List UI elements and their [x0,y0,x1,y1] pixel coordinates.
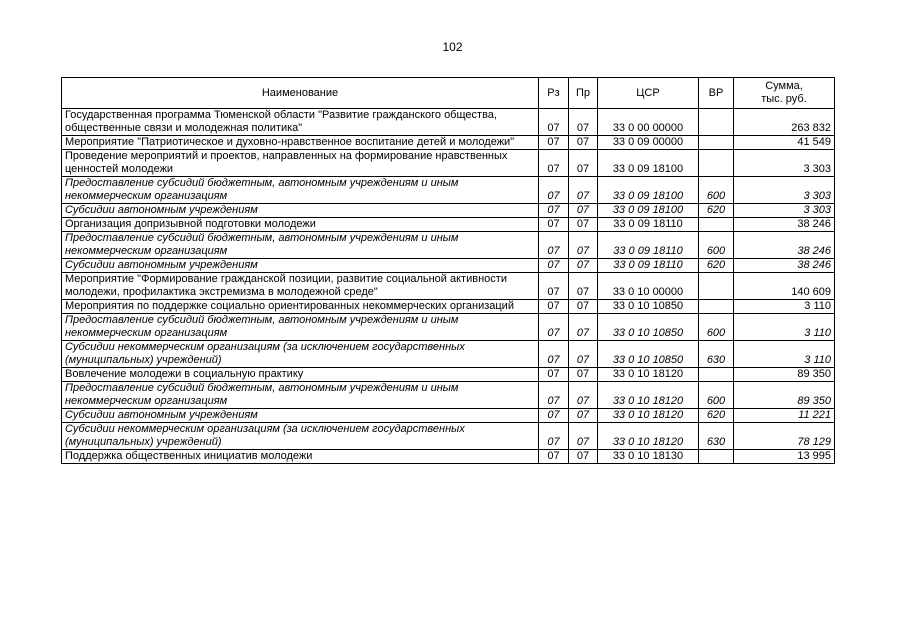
row-rz-cell: 07 [539,409,569,423]
row-csr-cell: 33 0 10 18120 [598,423,699,450]
row-csr-cell: 33 0 09 18100 [598,150,699,177]
row-vr-cell [699,450,734,464]
row-vr-cell: 630 [699,341,734,368]
row-pr-cell: 07 [569,273,598,300]
page-number: 102 [442,40,463,54]
row-name-cell: Субсидии автономным учреждениям [62,259,539,273]
row-name-cell: Субсидии автономным учреждениям [62,409,539,423]
row-csr-cell: 33 0 09 18110 [598,218,699,232]
row-rz-cell: 07 [539,273,569,300]
row-vr-cell [699,300,734,314]
row-pr-cell: 07 [569,409,598,423]
row-name-cell: Предоставление субсидий бюджетным, автономным учреждениям и иным некоммерческим организациям [62,382,539,409]
table-row [62,136,835,150]
row-sum-cell: 38 246 [734,232,835,259]
row-csr-cell: 33 0 10 18120 [598,409,699,423]
header-pr: Пр [569,78,598,109]
row-name-cell: Субсидии автономным учреждениям [62,204,539,218]
row-sum-cell: 13 995 [734,450,835,464]
row-sum-cell: 41 549 [734,136,835,150]
header-sum-line1: Сумма, [765,80,803,92]
table-row [62,368,835,382]
row-vr-cell [699,136,734,150]
row-sum-cell: 38 246 [734,218,835,232]
row-rz-cell: 07 [539,300,569,314]
table-row [62,109,835,136]
row-csr-cell: 33 0 10 18120 [598,382,699,409]
row-vr-cell [699,218,734,232]
header-name: Наименование [62,78,539,109]
row-sum-cell: 38 246 [734,259,835,273]
row-name-cell: Организация допризывной подготовки молодежи [62,218,539,232]
row-pr-cell: 07 [569,136,598,150]
table-row [62,204,835,218]
row-csr-cell: 33 0 10 18130 [598,450,699,464]
row-sum-cell: 89 350 [734,368,835,382]
row-csr-cell: 33 0 09 18100 [598,177,699,204]
table-row [62,423,835,450]
row-name-cell: Мероприятие "Формирование гражданской позиции, развитие социальной активности молодежи, профилактика экстремизма в молодежной среде" [62,273,539,300]
row-pr-cell: 07 [569,218,598,232]
row-pr-cell: 07 [569,259,598,273]
header-sum-line2: тыс. руб. [761,93,807,105]
row-csr-cell: 33 0 09 18110 [598,259,699,273]
row-rz-cell: 07 [539,368,569,382]
table-row [62,314,835,341]
row-name-cell: Государственная программа Тюменской области "Развитие гражданского общества, общественные связи и молодежная политика" [62,109,539,136]
row-rz-cell: 07 [539,136,569,150]
budget-table [61,77,835,464]
row-sum-cell: 3 110 [734,341,835,368]
row-rz-cell: 07 [539,109,569,136]
row-pr-cell: 07 [569,341,598,368]
row-rz-cell: 07 [539,423,569,450]
row-vr-cell: 630 [699,423,734,450]
row-pr-cell: 07 [569,423,598,450]
row-name-cell: Мероприятия по поддержке социально ориентированных некоммерческих организаций [62,300,539,314]
header-sum [734,78,835,109]
row-pr-cell: 07 [569,368,598,382]
row-csr-cell: 33 0 10 00000 [598,273,699,300]
row-csr-cell: 33 0 09 00000 [598,136,699,150]
row-sum-cell: 3 303 [734,177,835,204]
header-csr: ЦСР [598,78,699,109]
row-pr-cell: 07 [569,232,598,259]
row-name-cell: Поддержка общественных инициатив молодежи [62,450,539,464]
table-row [62,259,835,273]
row-csr-cell: 33 0 10 10850 [598,300,699,314]
row-csr-cell: 33 0 10 18120 [598,368,699,382]
row-rz-cell: 07 [539,218,569,232]
row-vr-cell [699,150,734,177]
row-rz-cell: 07 [539,232,569,259]
row-rz-cell: 07 [539,259,569,273]
row-name-cell: Субсидии некоммерческим организациям (за исключением государственных (муниципальных) учреждений) [62,341,539,368]
row-vr-cell: 600 [699,314,734,341]
row-vr-cell [699,109,734,136]
row-name-cell: Мероприятие "Патриотическое и духовно-нравственное воспитание детей и молодежи" [62,136,539,150]
row-pr-cell: 07 [569,150,598,177]
table-row [62,382,835,409]
row-name-cell: Вовлечение молодежи в социальную практику [62,368,539,382]
row-vr-cell [699,273,734,300]
table-body [62,109,835,464]
row-sum-cell: 3 110 [734,314,835,341]
row-name-cell: Проведение мероприятий и проектов, направленных на формирование нравственных ценностей молодежи [62,150,539,177]
row-rz-cell: 07 [539,341,569,368]
row-csr-cell: 33 0 09 18110 [598,232,699,259]
row-rz-cell: 07 [539,150,569,177]
row-sum-cell: 3 303 [734,204,835,218]
row-pr-cell: 07 [569,300,598,314]
header-vr: ВР [699,78,734,109]
row-pr-cell: 07 [569,314,598,341]
row-sum-cell: 263 832 [734,109,835,136]
row-rz-cell: 07 [539,314,569,341]
table-row [62,218,835,232]
row-pr-cell: 07 [569,450,598,464]
row-pr-cell: 07 [569,382,598,409]
table-row [62,341,835,368]
row-csr-cell: 33 0 10 10850 [598,314,699,341]
row-vr-cell: 620 [699,204,734,218]
row-sum-cell: 3 110 [734,300,835,314]
row-pr-cell: 07 [569,204,598,218]
row-sum-cell: 3 303 [734,150,835,177]
row-pr-cell: 07 [569,109,598,136]
row-csr-cell: 33 0 09 18100 [598,204,699,218]
row-sum-cell: 140 609 [734,273,835,300]
row-name-cell: Предоставление субсидий бюджетным, автономным учреждениям и иным некоммерческим организациям [62,232,539,259]
row-rz-cell: 07 [539,177,569,204]
row-rz-cell: 07 [539,204,569,218]
row-csr-cell: 33 0 10 10850 [598,341,699,368]
row-vr-cell: 620 [699,409,734,423]
table-row [62,150,835,177]
row-name-cell: Предоставление субсидий бюджетным, автономным учреждениям и иным некоммерческим организациям [62,314,539,341]
table-row [62,300,835,314]
row-vr-cell: 620 [699,259,734,273]
row-vr-cell: 600 [699,177,734,204]
row-sum-cell: 89 350 [734,382,835,409]
row-name-cell: Предоставление субсидий бюджетным, автономным учреждениям и иным некоммерческим организациям [62,177,539,204]
row-rz-cell: 07 [539,382,569,409]
row-pr-cell: 07 [569,177,598,204]
row-vr-cell: 600 [699,382,734,409]
row-vr-cell: 600 [699,232,734,259]
table-header-row [62,78,835,109]
table-row [62,177,835,204]
row-sum-cell: 11 221 [734,409,835,423]
row-name-cell: Субсидии некоммерческим организациям (за исключением государственных (муниципальных) учреждений) [62,423,539,450]
row-sum-cell: 78 129 [734,423,835,450]
row-csr-cell: 33 0 00 00000 [598,109,699,136]
header-rz: Рз [539,78,569,109]
table-row [62,273,835,300]
row-vr-cell [699,368,734,382]
table-row [62,450,835,464]
table-row [62,409,835,423]
row-rz-cell: 07 [539,450,569,464]
table-row [62,232,835,259]
